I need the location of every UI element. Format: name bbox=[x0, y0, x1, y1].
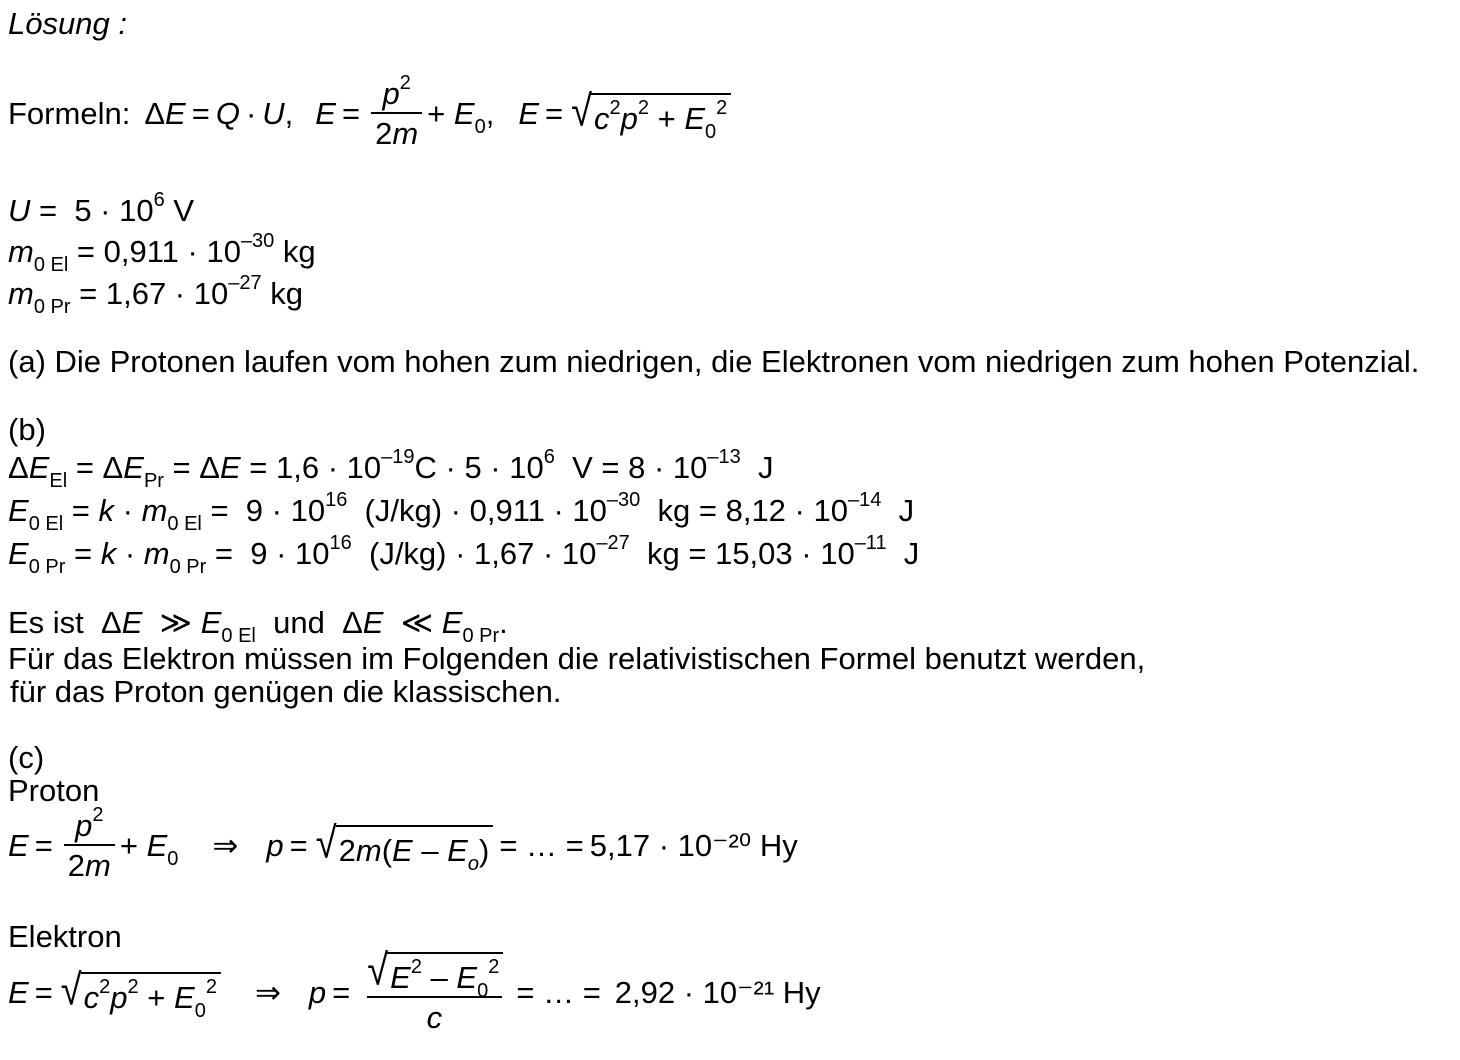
formulas-label: Formeln: bbox=[8, 96, 131, 131]
sqrt-proton: √ $2m(E - E_o)$ bbox=[316, 825, 494, 866]
solution-heading: Lösung : bbox=[8, 6, 127, 41]
part-b-label: (b) bbox=[8, 412, 46, 447]
equation-delta-e: $\Delta E_{El} = \Delta E_{Pr} = \Delta E = 1,6 \cdot 10^{-19}C \cdot 5 \cdot 10^6$ $V = 8 \cdot 10^{-13}$ J bbox=[8, 446, 774, 492]
part-a-text: (a) Die Protonen laufen vom hohen zum niedrigen, die Elektronen vom niedrigen zum hohen Potenzial. bbox=[8, 344, 1420, 379]
conclusion-comparison: Es ist ΔE ≫ $E_{0 El}$ und ΔE ≪ $E_{0 Pr}$. bbox=[8, 605, 508, 647]
part-c-label: (c) bbox=[8, 740, 45, 775]
electron-result: 2,92 · 10⁻²¹ Hy bbox=[614, 975, 821, 1010]
fraction-electron-momentum: √ $E^2 - E_0^2$ c bbox=[361, 952, 507, 1033]
fraction-p2-2m: $\frac{p^2}{2m}$ bbox=[371, 78, 422, 149]
given-voltage: $U = 5 \cdot 10^6$ V bbox=[8, 189, 195, 228]
proton-label: Proton bbox=[8, 773, 100, 808]
formula-energy-charge: ΔE = Q · U, bbox=[144, 96, 294, 131]
sqrt-electron-energy: √ $c^2p^2 + E_0^2$ bbox=[61, 972, 221, 1013]
proton-result: 5,17 · 10⁻²⁰ Hy bbox=[589, 828, 798, 863]
conclusion-line-3: für das Proton genügen die klassischen. bbox=[10, 674, 562, 709]
electron-momentum-equation: E = √ $c^2p^2 + E_0^2$ ⇒ p = √ $E^2 - E_0^2$ c = … = 2,92 · 10⁻²¹ Hy bbox=[8, 946, 821, 1035]
fraction-p2-2m-proton: $\frac{p^2}{2m}$ bbox=[64, 810, 115, 881]
given-proton-mass: $m_{0 Pr} = 1,67 \cdot 10^{-27}$ kg bbox=[8, 272, 303, 318]
electron-label: Elektron bbox=[8, 919, 122, 954]
formula-relativistic-energy: E = bbox=[518, 96, 564, 131]
proton-momentum-equation: E = $\frac{p^2}{2m}$ + $E_0$ ⇒ p = √ $2m(E - E_o)$ = … = 5,17 · 10⁻²⁰ Hy bbox=[8, 804, 798, 883]
formulas-line: Formeln: ΔE = Q · U, E = $\frac{p^2}{2m}$ + $E_0$, E = √ $c^2p^2 + E_0^2$ bbox=[8, 78, 731, 149]
sqrt-relativistic: √ $c^2p^2 + E_0^2$ bbox=[571, 93, 731, 134]
equation-rest-energy-proton: $E_{0 Pr} = k \cdot m_{0 Pr} = 9 \cdot 10^{16}$ $(J/kg) \cdot 1,67 \cdot 10^{-27}$ kg = $15,03 \cdot 10^{-11}$ J bbox=[8, 532, 920, 578]
formula-classical-energy: E = bbox=[315, 96, 361, 131]
equation-rest-energy-electron: $E_{0 El} = k \cdot m_{0 El} = 9 \cdot 10^{16}$ $(J/kg) \cdot 0,911 \cdot 10^{-30}$ kg = $8,12 \cdot 10^{-14}$ J bbox=[8, 489, 915, 535]
conclusion-line-2: Für das Elektron müssen im Folgenden die relativistischen Formel benutzt werden, bbox=[8, 641, 1146, 676]
given-electron-mass: $m_{0 El} = 0,911 \cdot 10^{-30}$ kg bbox=[8, 230, 316, 276]
